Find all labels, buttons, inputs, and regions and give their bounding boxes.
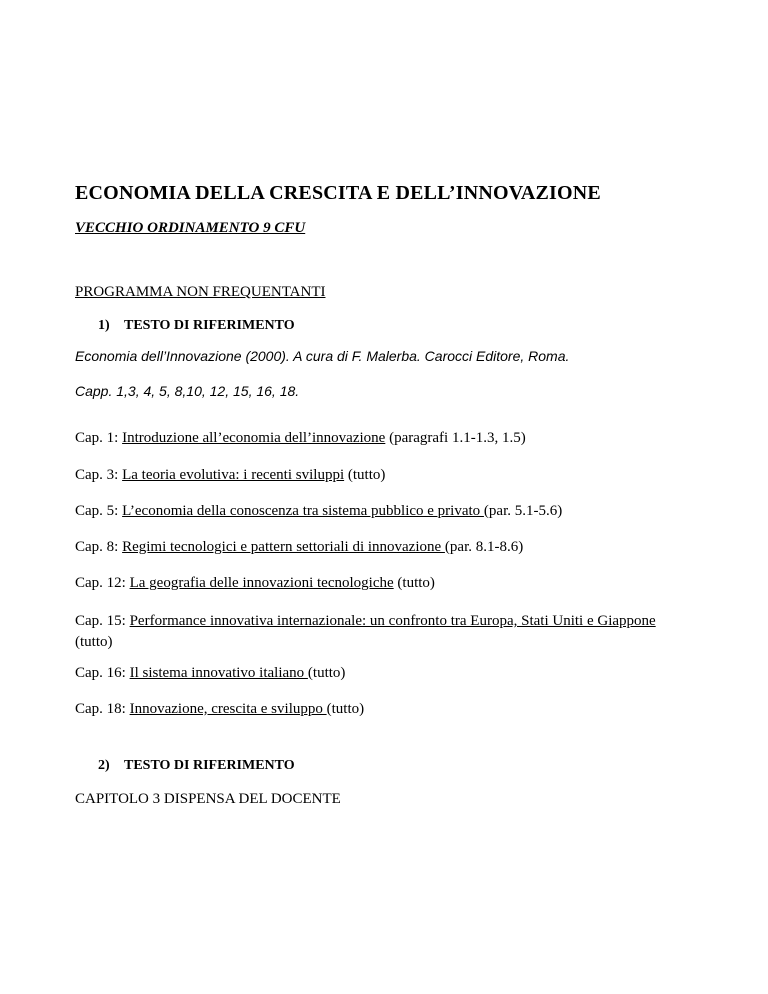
chapter-label: Cap. 18: [75, 701, 130, 717]
chapter-item-16 [75, 665, 345, 682]
chapter-label: Cap. 3: [75, 467, 123, 483]
chapter-title: Performance innovativa internazionale: un confronto tra Europa, Stati Uniti e Giappone [129, 613, 656, 629]
section-1-heading [98, 318, 295, 334]
section-2-number: 2) [98, 758, 110, 773]
chapter-label: Cap. 8: [75, 539, 123, 555]
reference-chapters: Capp. 1,3, 4, 5, 8,10, 12, 15, 16, 18. [75, 383, 300, 399]
chapter-item-3 [75, 467, 385, 484]
section-2-heading [98, 758, 295, 774]
chapter-item-5 [75, 503, 562, 520]
chapter-item-8 [75, 539, 523, 556]
chapter-title: Introduzione all’economia dell’innovazione [122, 430, 386, 446]
chapter-title: Il sistema innovativo italiano [129, 665, 308, 681]
section-2-title: TESTO DI RIFERIMENTO [124, 758, 295, 773]
chapter-item-15 [75, 611, 675, 653]
chapter-note: (par. 8.1-8.6) [444, 539, 524, 555]
section-1-title: TESTO DI RIFERIMENTO [124, 318, 295, 333]
chapter-note: (tutto) [344, 467, 386, 483]
chapter-title: La geografia delle innovazioni tecnologiche [129, 575, 394, 591]
chapter-item-1 [75, 430, 526, 447]
chapter-label: Cap. 15: [75, 613, 130, 629]
section-1-number: 1) [98, 318, 110, 333]
chapter-note: (tutto) [393, 575, 435, 591]
final-text: CAPITOLO 3 DISPENSA DEL DOCENTE [75, 791, 341, 807]
chapter-title: La teoria evolutiva: i recenti sviluppi [122, 467, 345, 483]
chapter-note: (par. 5.1-5.6) [483, 503, 563, 519]
chapter-label: Cap. 1: [75, 430, 123, 446]
chapter-item-12 [75, 575, 435, 592]
chapter-title: L’economia della conoscenza tra sistema pubblico e privato [122, 503, 484, 519]
chapter-label: Cap. 16: [75, 665, 130, 681]
program-heading: PROGRAMMA NON FREQUENTANTI [75, 284, 326, 300]
chapter-label: Cap. 5: [75, 503, 123, 519]
chapter-label: Cap. 12: [75, 575, 130, 591]
chapter-note: (tutto) [307, 665, 346, 681]
document-subtitle: VECCHIO ORDINAMENTO 9 CFU [75, 220, 306, 236]
reference-book: Economia dell’Innovazione (2000). A cura di F. Malerba. Carocci Editore, Roma. [75, 348, 570, 364]
chapter-item-18 [75, 701, 364, 718]
chapter-title: Innovazione, crescita e sviluppo [129, 701, 327, 717]
chapter-note: (paragrafi 1.1-1.3, 1.5) [385, 430, 526, 446]
chapter-note: (tutto) [75, 634, 113, 650]
chapter-note: (tutto) [326, 701, 365, 717]
document-title: ECONOMIA DELLA CRESCITA E DELL’INNOVAZIONE [75, 182, 601, 204]
chapter-title: Regimi tecnologici e pattern settoriali di innovazione [122, 539, 445, 555]
